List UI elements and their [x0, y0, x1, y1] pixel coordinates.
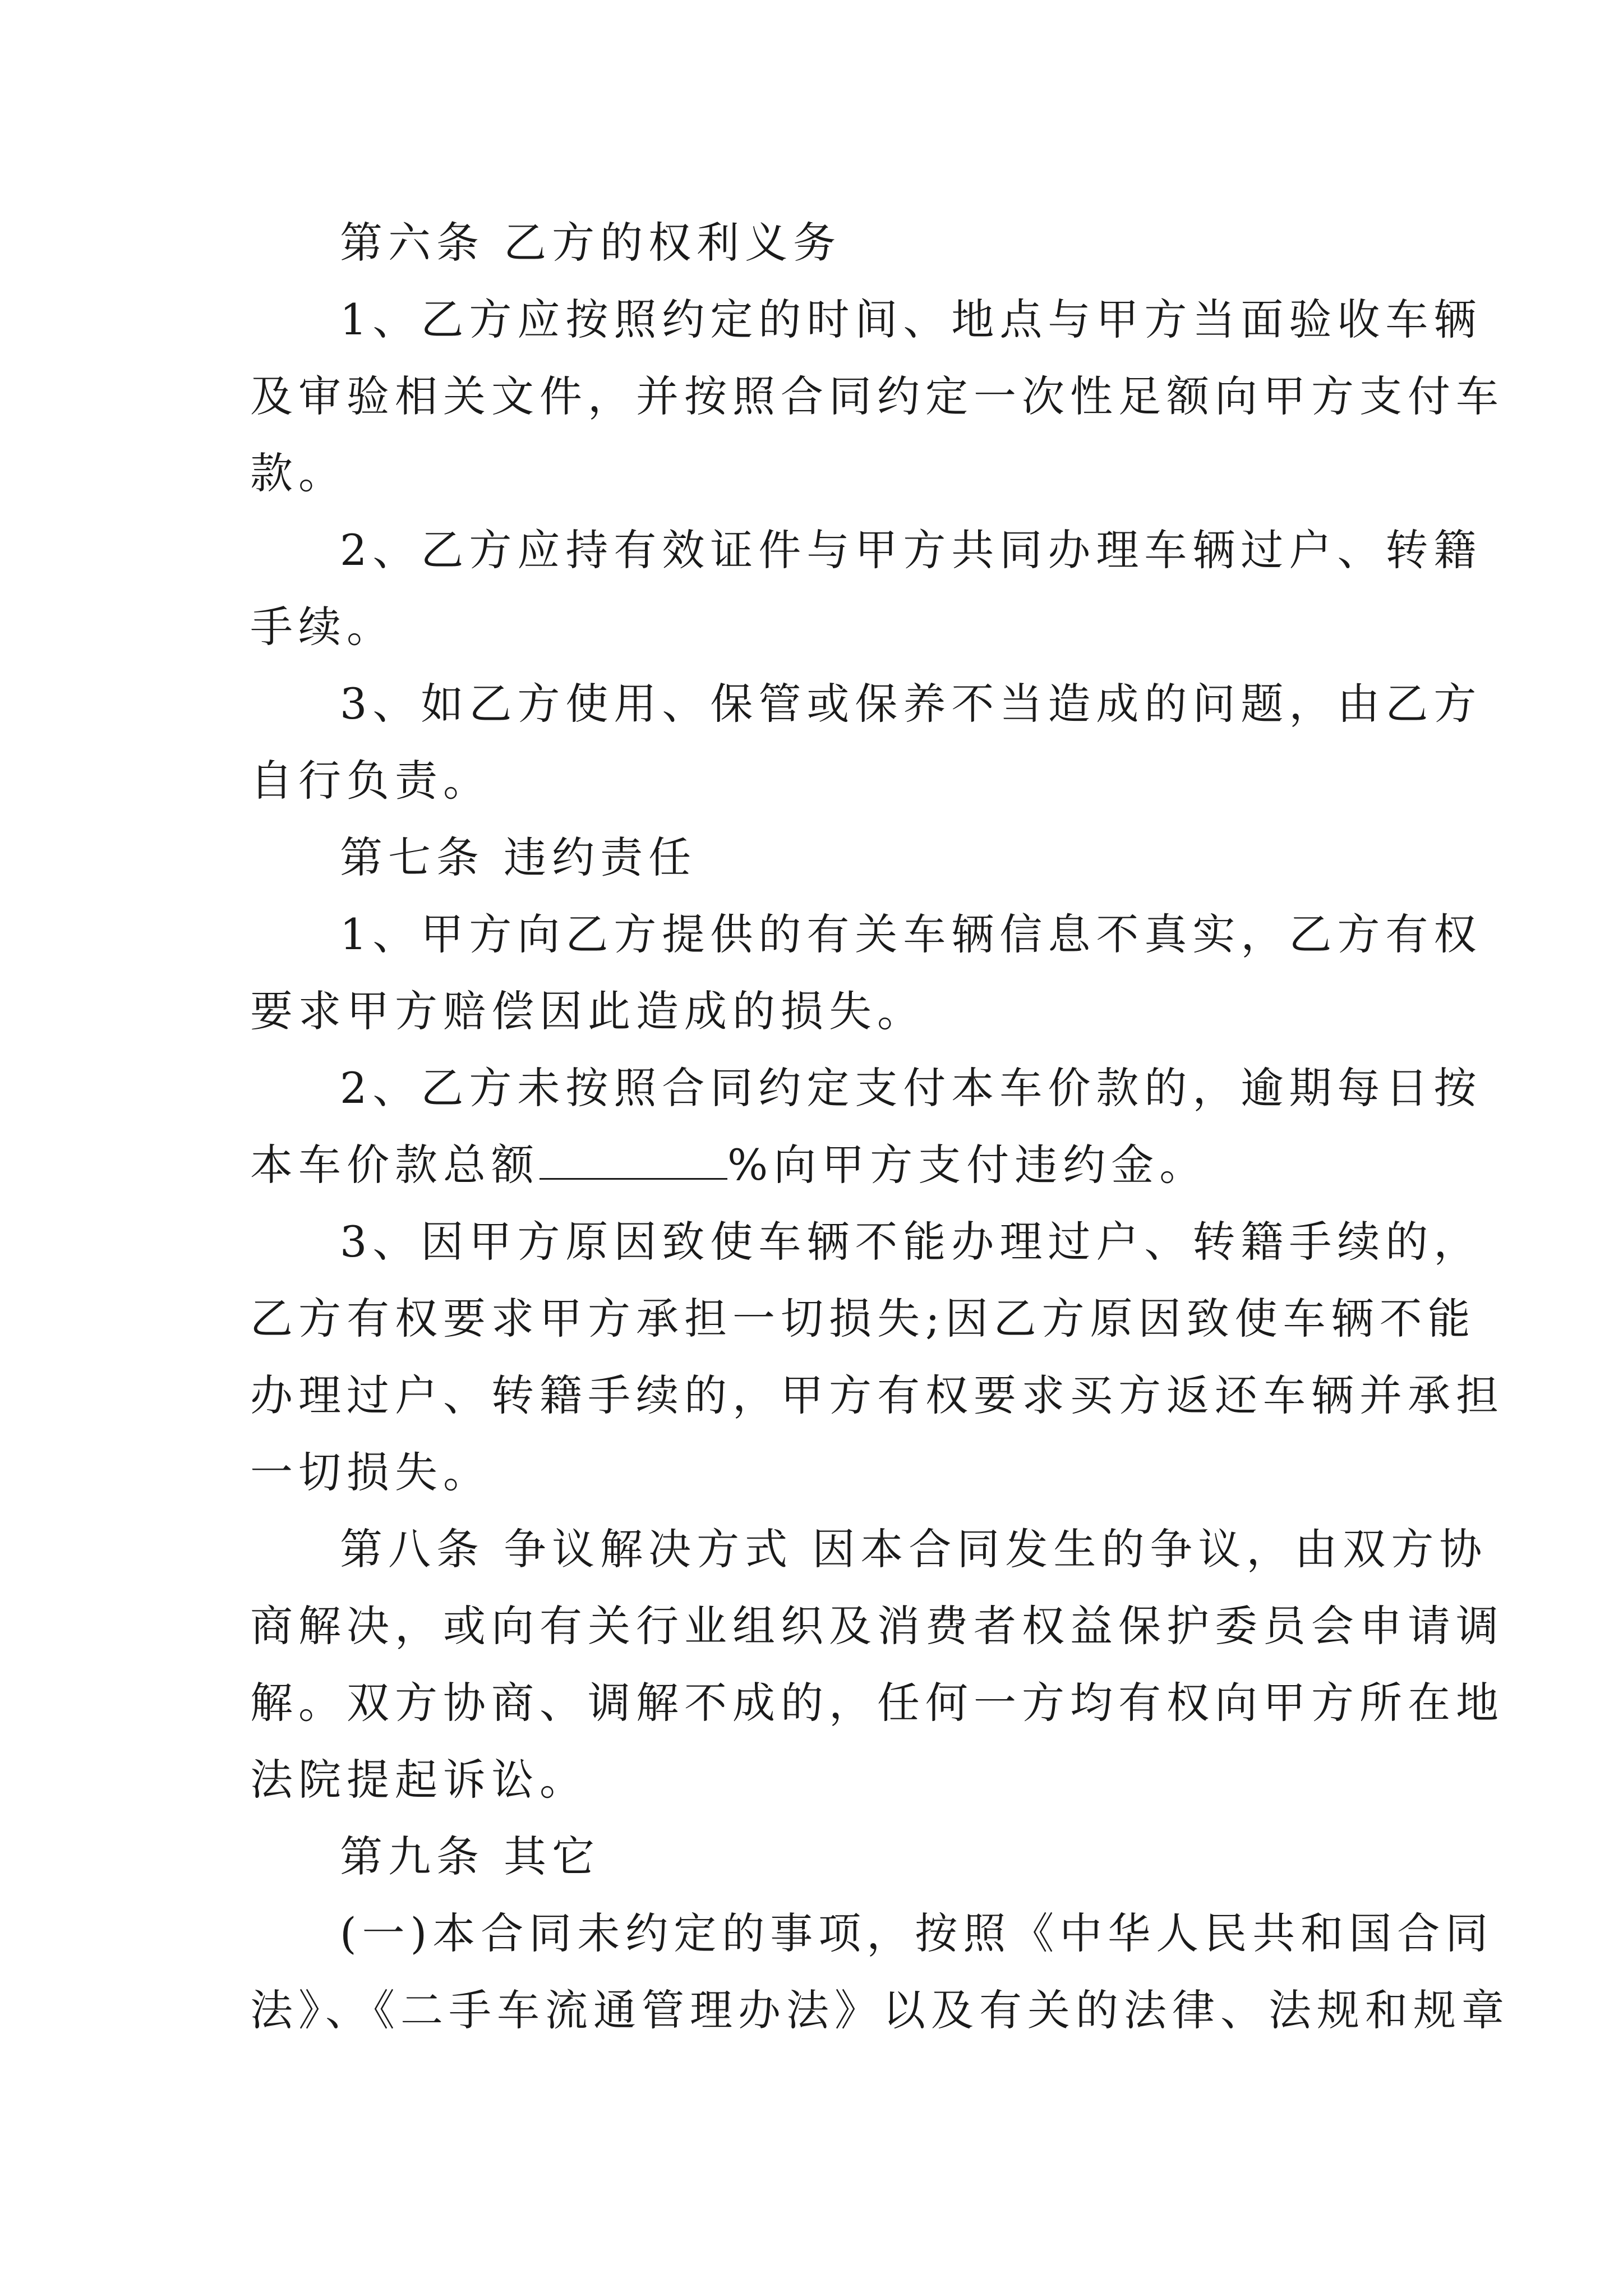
article-6-item-1-line-3: 款。 [250, 448, 347, 498]
article-8-line-3: 解。双方协商、调解不成的，任何一方均有权向甲方所在地 [250, 1678, 1504, 1728]
article-7-item-3-line-1: 3、因甲方原因致使车辆不能办理过户、转籍手续的， [340, 1217, 1482, 1267]
article-8 [250, 1511, 1504, 1818]
article-8-line-1: 第八条 争议解决方式 因本合同发生的争议，由双方协 [340, 1524, 1488, 1574]
article-6-item-2-line-2: 手续。 [250, 602, 395, 652]
penalty-text-after: %向甲方支付违约金。 [727, 1140, 1208, 1190]
article-7-item-3-line-4: 一切损失。 [250, 1447, 491, 1497]
article-6-item-3-line-2: 自行负责。 [250, 756, 491, 806]
article-7-item-3-line-3: 办理过户、转籍手续的，甲方有权要求买方返还车辆并承担 [250, 1370, 1504, 1420]
article-6-item-2-line-1: 2、乙方应持有效证件与甲方共同办理车辆过户、转籍 [340, 525, 1482, 575]
article-7-heading: 第七条 违约责任 [340, 832, 697, 882]
article-9-heading: 第九条 其它 [340, 1832, 601, 1881]
article-7-item-1-line-2: 要求甲方赔偿因此造成的损失。 [250, 986, 925, 1036]
article-7-item-3-line-2: 乙方有权要求甲方承担一切损失;因乙方原因致使车辆不能 [250, 1294, 1476, 1343]
article-9-item-1-line-2: 法》、《二手车流通管理办法》以及有关的法律、法规和规章 [250, 1985, 1510, 2035]
article-8-line-4: 法院提起诉讼。 [250, 1755, 588, 1805]
article-8-line-2: 商解决，或向有关行业组织及消费者权益保护委员会申请调 [250, 1601, 1504, 1651]
article-7-item-2-line-2 [250, 1126, 1390, 1203]
penalty-rate-blank [540, 1144, 727, 1180]
article-6-item-1-line-1: 1、乙方应按照约定的时间、地点与甲方当面验收车辆 [340, 295, 1482, 344]
article-6-item-1-line-2: 及审验相关文件，并按照合同约定一次性足额向甲方支付车 [250, 371, 1504, 421]
article-7 [250, 819, 1504, 1511]
article-9-item-1-line-1: (一)本合同未约定的事项，按照《中华人民共和国合同 [340, 1908, 1494, 1958]
article-7-item-1-line-1: 1、甲方向乙方提供的有关车辆信息不真实，乙方有权 [340, 909, 1482, 959]
article-6-item-3-line-1: 3、如乙方使用、保管或保养不当造成的问题，由乙方 [340, 679, 1482, 729]
article-6-heading: 第六条 乙方的权利义务 [340, 218, 842, 268]
article-9 [250, 1818, 1510, 2049]
document-body [250, 204, 1510, 2049]
penalty-text-before: 本车价款总额 [250, 1140, 540, 1190]
article-7-item-2-line-1: 2、乙方未按照合同约定支付本车价款的，逾期每日按 [340, 1063, 1482, 1113]
article-6 [250, 204, 1504, 819]
